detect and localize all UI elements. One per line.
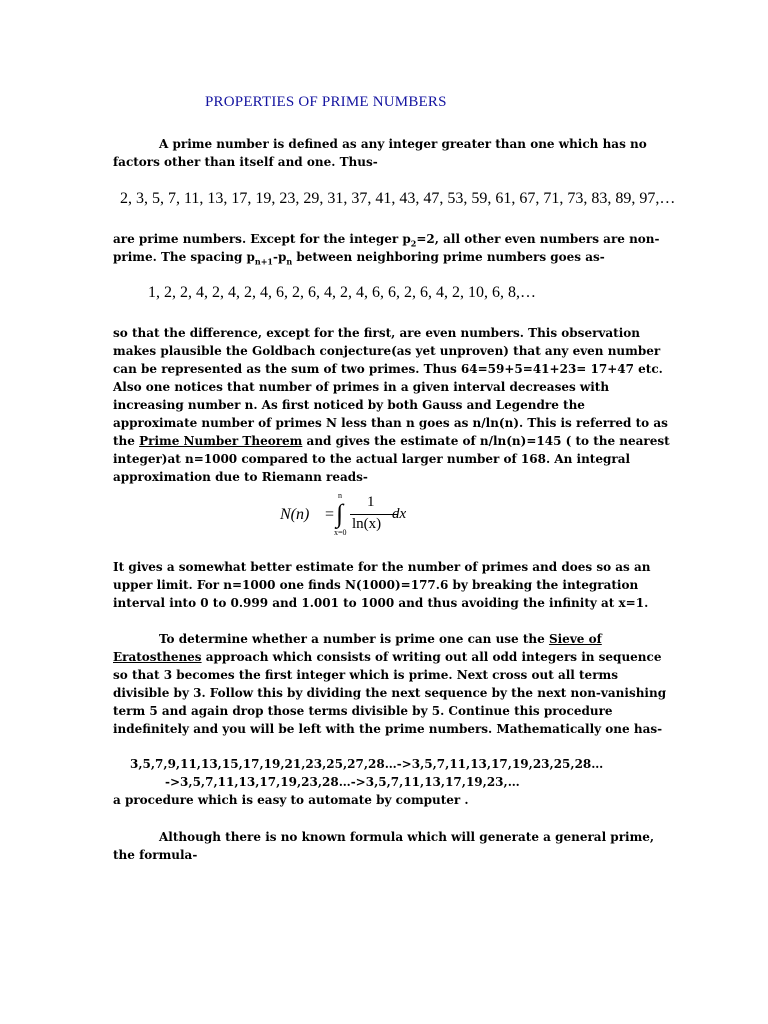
goldbach-paragraph: so that the difference, except for the first, are even numbers. This observation makes plausible the Goldbach conjecture(as yet unproven) that any even number can be represented as the sum of two primes. Thus 64=59+5=41+23= 17+47 etc. Also one notices that number of primes in a given interval decreases with increasing number n. As first noticed by both Gauss and Legendre the approximate number of primes N less than n goes as n/ln(n). This is referred to as the Prime Number Theorem and gives the estimate of n/ln(n)=145 ( to the nearest integer)at n=1000 compared to the actual larger number of 168. An integral approximation due to Riemann reads- xyxy=(113,326,670,484)
integral-lower-limit: x=0 xyxy=(334,528,347,537)
sieve-conclusion-line: a procedure which is easy to automate by computer . xyxy=(113,793,469,807)
fraction-numerator: 1 xyxy=(367,494,375,510)
formula-equals: = xyxy=(325,506,335,523)
fraction-bar xyxy=(350,514,398,515)
formula-lhs: N(n) xyxy=(280,506,310,523)
spacing-sequence: 1, 2, 2, 4, 2, 4, 2, 4, 6, 2, 6, 4, 2, 4, 6, 6, 2, 6, 4, 2, 10, 6, 8,… xyxy=(148,284,536,301)
integral-sign-icon: ∫ xyxy=(336,499,344,528)
sieve-sequence-line-1: 3,5,7,9,11,13,15,17,19,21,23,25,27,28…->3,5,7,11,13,17,19,23,25,28… xyxy=(130,757,604,771)
sieve-paragraph: To determine whether a number is prime one can use the Sieve of Eratosthenes approach which consists of writing out all odd integers in sequence so that 3 becomes the first integer which is prime. Next cross out all terms divisible by 3. Follow this by dividing the next sequence by the next non-vanishing term 5 and again drop those terms divisible by 5. Continue this procedure indefinitely and you will be left with the prime numbers. Mathematically one has- xyxy=(113,632,667,736)
sieve-of-eratosthenes-link[interactable]: Sieve of Eratosthenes xyxy=(113,632,602,664)
page-title: PROPERTIES OF PRIME NUMBERS xyxy=(205,94,447,110)
formula-intro-paragraph: Although there is no known formula which will generate a general prime, the formula- xyxy=(113,830,655,862)
even-primes-paragraph: are prime numbers. Except for the integer $p_2=2$, all other even numbers are non-prime. The spacing $p_{n+1}-p_n$ between neighboring prime numbers goes as- xyxy=(113,232,660,267)
primes-sequence: 2, 3, 5, 7, 11, 13, 17, 19, 23, 29, 31, 37, 41, 43, 47, 53, 59, 61, 67, 71, 73, 83, 89, 97,… xyxy=(120,190,676,207)
prime-number-theorem-link[interactable]: Prime Number Theorem xyxy=(139,434,303,448)
sieve-sequence-line-2: ->3,5,7,11,13,17,19,23,28…->3,5,7,11,13,17,19,23,… xyxy=(165,775,520,789)
formula-dx: dx xyxy=(392,506,407,522)
upper-limit-paragraph: It gives a somewhat better estimate for the number of primes and does so as an upper limit. For n=1000 one finds N(1000)=177.6 by breaking the integration interval into 0 to 0.999 and 1.001 to 1000 and thus avoiding the infinity at x=1. xyxy=(113,560,651,610)
riemann-integral-formula xyxy=(280,491,420,542)
integral-upper-limit: n xyxy=(338,491,342,500)
fraction-denominator: ln(x) xyxy=(352,516,382,532)
intro-paragraph: A prime number is defined as any integer greater than one which has no factors other than itself and one. Thus- xyxy=(113,137,647,169)
